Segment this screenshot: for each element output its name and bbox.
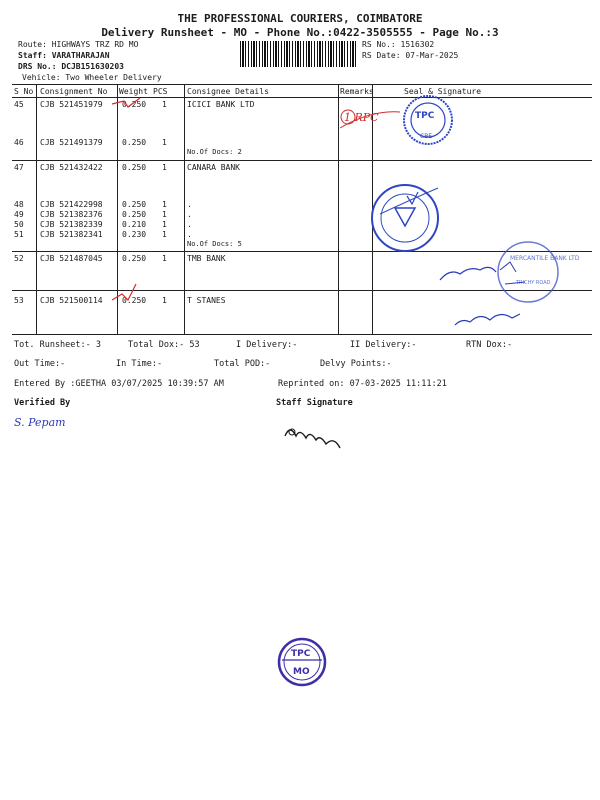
table-row-consignment: CJB 521382341: [40, 230, 103, 239]
table-row-consignment: CJB 521382339: [40, 220, 103, 229]
table-row-pcs: 1: [162, 296, 167, 305]
route-label: Route: HIGHWAYS TRZ RD MO: [18, 40, 139, 49]
col-header-pcs: PCS: [153, 87, 168, 96]
table-row-consignment: CJB 521451979: [40, 100, 103, 109]
reprinted-on: Reprinted on: 07-03-2025 11:11:21: [278, 379, 447, 389]
delvy-points: Delvy Points:-: [320, 359, 392, 369]
table-row-consignment: CJB 521500114: [40, 296, 103, 305]
table-row-consignment: CJB 521382376: [40, 210, 103, 219]
table-row-consignee: .: [187, 200, 192, 209]
ii-delivery: II Delivery:-: [350, 340, 417, 350]
table-row-pcs: 1: [162, 100, 167, 109]
canara-bank-seal: [372, 185, 438, 251]
table-row-consignment: CJB 521422998: [40, 200, 103, 209]
staff-signature-label: Staff Signature: [276, 398, 353, 408]
svg-text:TPC: TPC: [415, 111, 435, 121]
table-row-sno: 49: [14, 210, 24, 219]
table-row-sno: 47: [14, 163, 24, 172]
table-row-docs-count: No.Of Docs: 5: [187, 240, 242, 248]
table-row-consignee: T STANES: [187, 296, 226, 305]
mercantile-bank-stamp: [440, 242, 580, 302]
i-delivery: I Delivery:-: [236, 340, 298, 350]
runsheet-subtitle: Delivery Runsheet - MO - Phone No.:0422-3505555 - Page No.:3: [101, 26, 499, 39]
table-row-sno: 45: [14, 100, 24, 109]
table-row-consignment: CJB 521491379: [40, 138, 103, 147]
staff-label: Staff: VARATHARAJAN: [18, 51, 110, 60]
table-row-docs-count: No.Of Docs: 2: [187, 148, 242, 156]
table-row-consignee: TMB BANK: [187, 254, 226, 263]
table-row-consignee: ICICI BANK LTD: [187, 100, 255, 109]
table-row-consignee: .: [187, 230, 192, 239]
col-header-consignee: Consignee Details: [187, 87, 269, 96]
out-time: Out Time:-: [14, 359, 66, 369]
rs-date: RS Date: 07-Mar-2025: [362, 51, 459, 60]
table-row-sno: 46: [14, 138, 24, 147]
table-row-weight: 0.210: [122, 220, 147, 229]
table-row-pcs: 1: [162, 210, 167, 219]
table-row-weight: 0.250: [122, 296, 147, 305]
col-header-seal: Seal & Signature: [404, 87, 482, 96]
table-row-pcs: 1: [162, 230, 167, 239]
red-tick-mark: [112, 284, 136, 300]
col-header-weight: Weight: [119, 87, 148, 96]
table-row-consignment: CJB 521432422: [40, 163, 103, 172]
table-row-weight: 0.250: [122, 200, 147, 209]
table-row-consignee: CANARA BANK: [187, 163, 240, 172]
runsheet-title: THE PROFESSIONAL COURIERS, COIMBATORE: [177, 12, 423, 25]
table-row-pcs: 1: [162, 138, 167, 147]
tpc-cbe-stamp: [404, 96, 452, 144]
tpc-mo-stamp: [279, 639, 325, 685]
col-header-remarks: Remarks: [340, 87, 374, 96]
verified-by-signature: S. Pepam: [14, 416, 66, 429]
table-row-weight: 0.250: [122, 210, 147, 219]
table-row-weight: 0.250: [122, 254, 147, 263]
table-row-weight: 0.230: [122, 230, 147, 239]
table-row-consignee: .: [187, 220, 192, 229]
svg-text:TRICHY ROAD: TRICHY ROAD: [516, 280, 551, 286]
staff-signature-mark: [285, 430, 340, 448]
total-pod: Total POD:-: [214, 359, 271, 369]
svg-text:CBE: CBE: [420, 133, 433, 140]
consignee-signature: [455, 314, 520, 325]
table-row-pcs: 1: [162, 254, 167, 263]
table-row-sno: 50: [14, 220, 24, 229]
verified-by-label: Verified By: [14, 398, 71, 408]
svg-text:MERCANTILE BANK LTD: MERCANTILE BANK LTD: [510, 255, 580, 262]
drs-number: DRS No.: DCJB151630203: [18, 62, 124, 71]
table-row-weight: 0.250: [122, 138, 147, 147]
col-header-sno: S No: [14, 87, 34, 96]
rs-number: RS No.: 1516302: [362, 40, 435, 49]
col-header-consignment: Consignment No: [40, 87, 108, 96]
total-dox: Total Dox:- 53: [128, 340, 200, 350]
table-row-sno: 53: [14, 296, 24, 305]
table-row-pcs: 1: [162, 220, 167, 229]
table-row-sno: 48: [14, 200, 24, 209]
svg-text:TPC: TPC: [291, 649, 311, 659]
table-row-consignment: CJB 521487045: [40, 254, 103, 263]
table-row-consignee: .: [187, 210, 192, 219]
red-tick-mark: [112, 98, 140, 107]
red-remark-handwriting: 1 RPC: [344, 111, 379, 124]
vehicle-label: Vehicle: Two Wheeler Delivery: [22, 73, 162, 82]
table-row-sno: 51: [14, 230, 24, 239]
entered-by: Entered By :GEETHA 03/07/2025 10:39:57 AM: [14, 379, 224, 389]
table-row-weight: 0.250: [122, 100, 147, 109]
total-runsheet: Tot. Runsheet:- 3: [14, 340, 101, 350]
in-time: In Time:-: [116, 359, 163, 369]
table-row-pcs: 1: [162, 163, 167, 172]
rtn-dox: RTN Dox:-: [466, 340, 513, 350]
svg-text:MO: MO: [293, 667, 310, 677]
table-row-weight: 0.250: [122, 163, 147, 172]
table-row-pcs: 1: [162, 200, 167, 209]
table-row-sno: 52: [14, 254, 24, 263]
